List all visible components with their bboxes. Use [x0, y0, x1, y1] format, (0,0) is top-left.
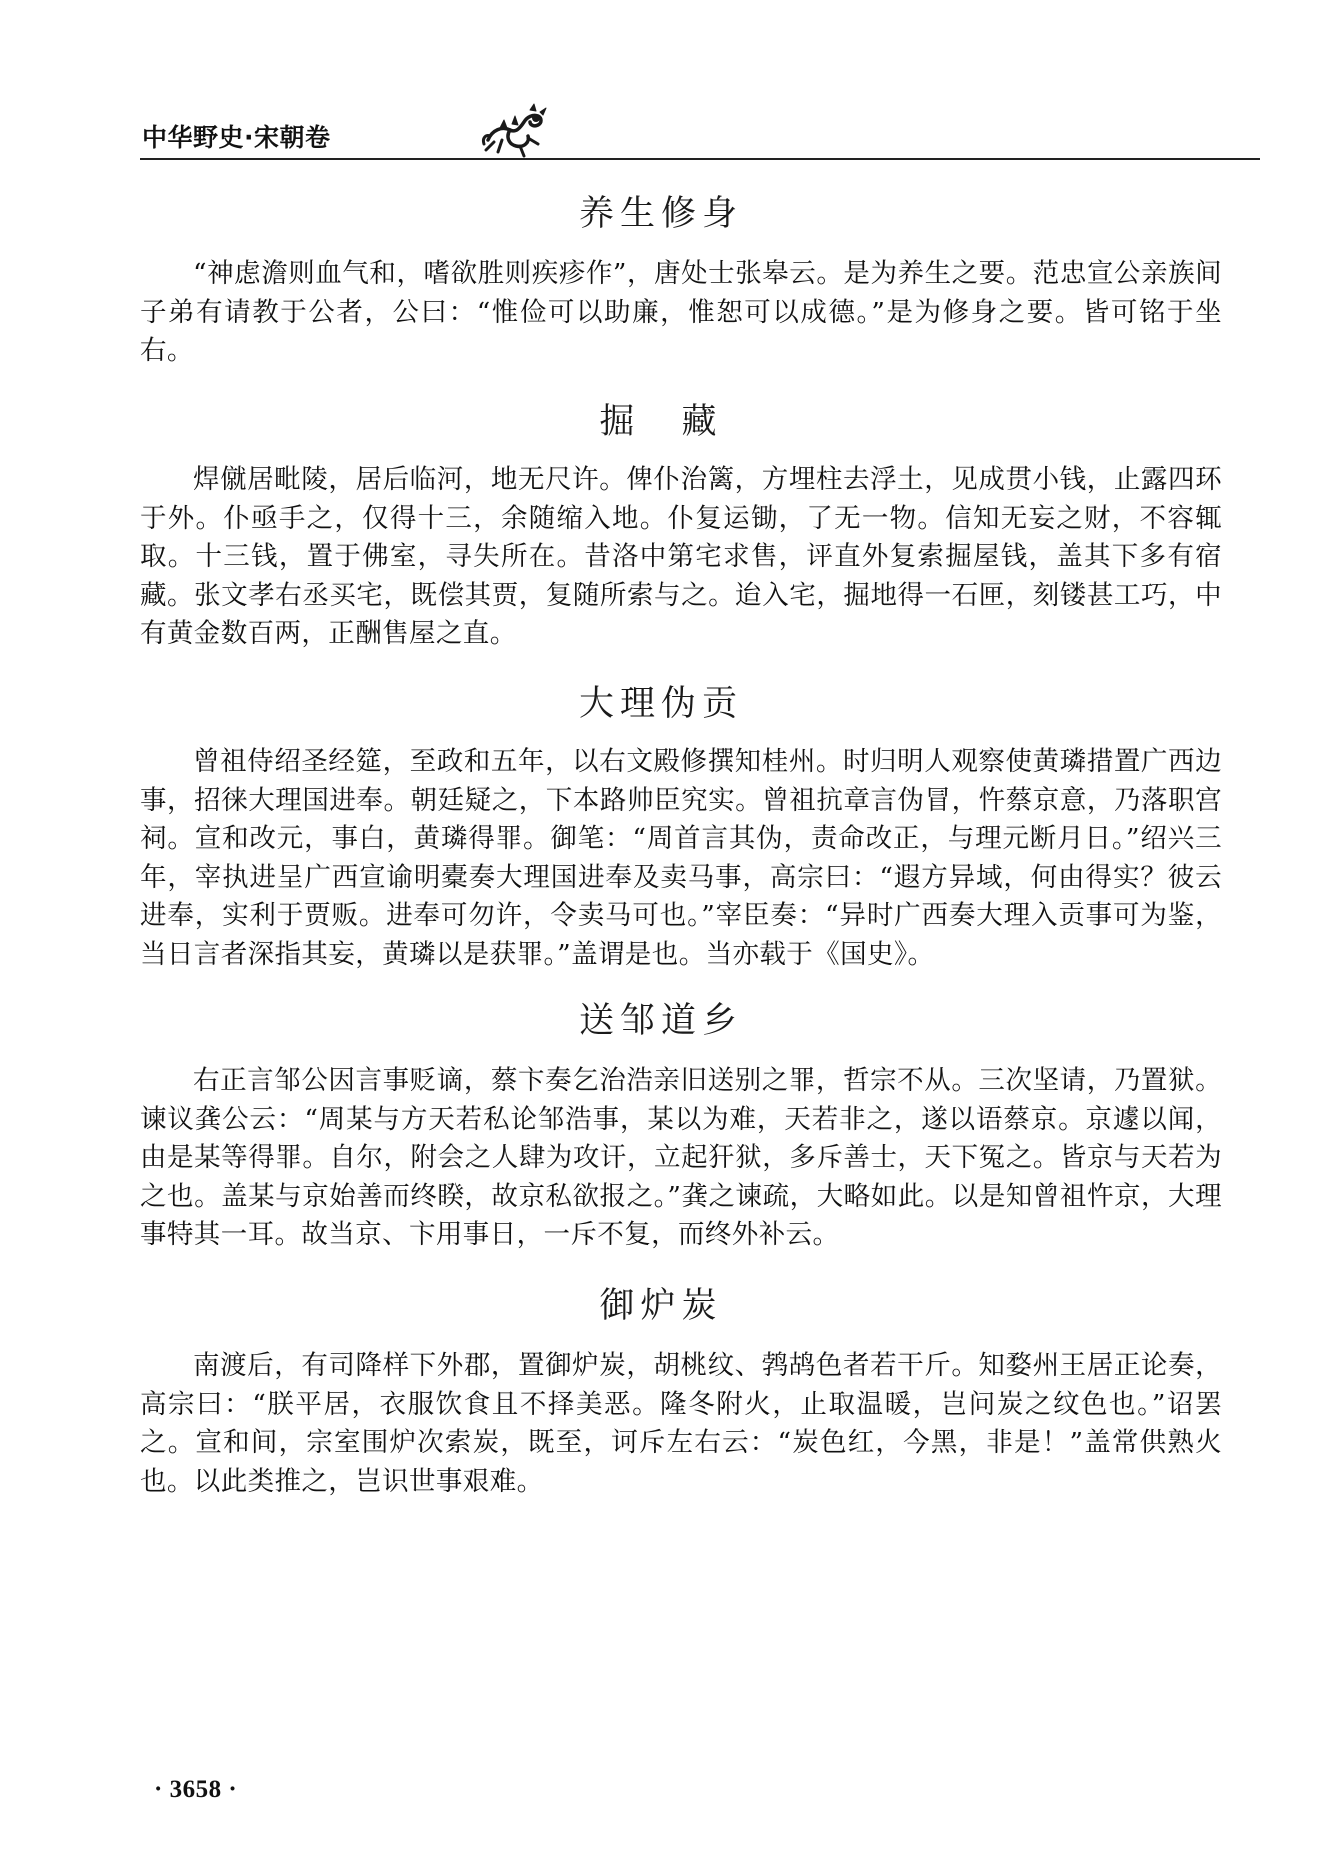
section-body-dali: 曾祖侍绍圣经筵，至政和五年，以右文殿修撰知桂州。时归明人观察使黄璘措置广西边事，招徕大理国进奉。朝廷疑之，下本路帅臣究实。曾祖抗章言伪冒，忤蔡京意，乃落职宫祠。宣和改元，事白，黄璘得罪。御笔：“周首言其伪，责命改正，与理元断月日。”绍兴三年，宰执进呈广西宣谕明橐奏大理国进奉及卖马事，高宗曰：“遐方异域，何由得实？彼云进奉，实利于贾贩。进奉可勿许，令卖马可也。”宰臣奏：“异时广西奏大理入贡事可为鉴，当日言者深指其妄，黄璘以是获罪。”盖谓是也。当亦载于《国史》。 [140, 746, 1222, 970]
dragon-emblem-icon [480, 100, 550, 160]
page-number: · 3658 · [154, 1776, 238, 1803]
section-title-yulutan: 御炉炭 [599, 1286, 723, 1326]
section-title-dali: 大理伪贡 [578, 684, 743, 724]
section-body-juecang: 焊僦居毗陵，居后临河，地无尺许。俾仆治篱，方埋柱去浮土，见成贯小钱，止露四环于外。仆亟手之，仅得十三，余随缩入地。仆复运锄，了无一物。信知无妄之财，不容辄取。十三钱，置于佛室，寻失所在。昔洛中第宅求售，评直外复索掘屋钱，盖其下多有宿藏。张文孝右丞买宅，既偿其贾，复随所索与之。迨入宅，掘地得一石匣，刻镂甚工巧，中有黄金数百两，正酬售屋之直。 [140, 464, 1222, 649]
book-title: 中华野史·宋朝卷 [142, 123, 331, 152]
section-title-yangsheng: 养生修身 [578, 194, 743, 234]
running-header [140, 104, 1260, 164]
section-title-zoudaoxiang: 送邹道乡 [578, 1001, 743, 1041]
section-body-yangsheng: “神虑澹则血气和，嗜欲胜则疾疹作”，唐处士张皋云。是为养生之要。范忠宣公亲族间子弟有请教于公者，公曰：“惟俭可以助廉，惟恕可以成德。”是为修身之要。皆可铭于坐右。 [140, 258, 1222, 366]
header-divider [140, 158, 1260, 160]
section-title-juecang: 掘 藏 [599, 402, 723, 442]
section-body-zoudaoxiang: 右正言邹公因言事贬谪，蔡卞奏乞治浩亲旧送别之罪，哲宗不从。三次坚请，乃置狱。谏议龚公云：“周某与方天若私论邹浩事，某以为难，天若非之，遂以语蔡京。京遽以闻，由是某等得罪。自尔，附会之人肆为攻讦，立起犴狱，多斥善士，天下冤之。皆京与天若为之也。盖某与京始善而终睽，故京私欲报之。”龚之谏疏，大略如此。以是知曾祖忤京，大理事特其一耳。故当京、卞用事日，一斥不复，而终外补云。 [140, 1065, 1222, 1250]
section-body-yulutan: 南渡后，有司降样下外郡，置御炉炭，胡桃纹、鹁鸪色者若干斤。知婺州王居正论奏，高宗曰：“朕平居，衣服饮食且不择美恶。隆冬附火，止取温暖，岂问炭之纹色也。”诏罢之。宣和间，宗室围炉次索炭，既至，诃斥左右云：“炭色红，今黑，非是！”盖常供熟火也。以此类推之，岂识世事艰难。 [140, 1350, 1222, 1497]
